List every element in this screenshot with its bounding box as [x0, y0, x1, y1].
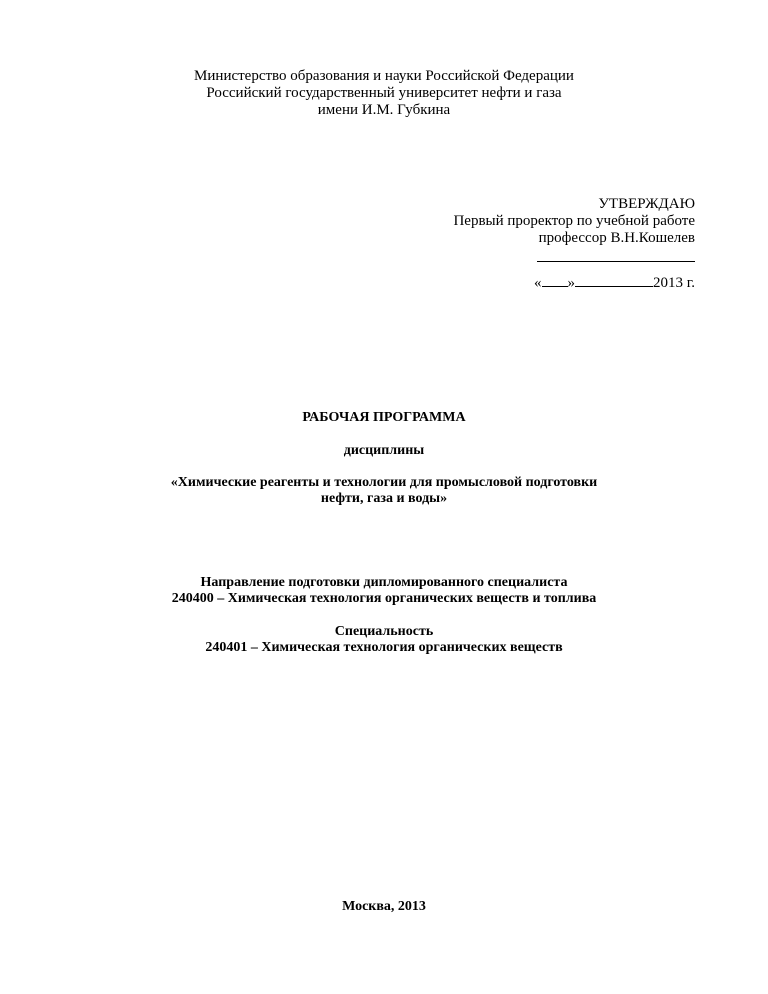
- footer-block: [0, 899, 768, 915]
- discipline-label: дисциплины: [343, 443, 425, 458]
- course-name-line-2: нефти, газа и воды»: [320, 491, 448, 506]
- document-title-block: [0, 410, 768, 426]
- quote-close: »: [567, 275, 576, 291]
- university-named-after: имени И.М. Губкина: [317, 102, 451, 118]
- month-blank: [575, 273, 653, 287]
- approval-year: 2013 г.: [653, 275, 695, 291]
- approver-position: Первый проректор по учебной работе: [453, 213, 695, 229]
- course-name-line-1: «Химические реагенты и технологии для промысловой подготовки: [170, 475, 598, 490]
- approval-block: [453, 196, 695, 292]
- signature-line: [537, 247, 695, 262]
- city-year: Москва, 2013: [342, 899, 426, 914]
- document-title: РАБОЧАЯ ПРОГРАММА: [302, 410, 466, 425]
- specialty-value: 240401 – Химическая технология органических веществ: [205, 640, 563, 655]
- day-blank: [542, 273, 568, 287]
- specialty-label: Специальность: [334, 624, 434, 639]
- specialty-block: [0, 624, 768, 656]
- ministry-name: Министерство образования и науки Российской Федерации: [194, 68, 574, 84]
- approver-name: профессор В.Н.Кошелев: [538, 230, 695, 246]
- approval-date: [453, 273, 695, 292]
- quote-open: «: [534, 275, 542, 291]
- signature-line-row: [453, 247, 695, 267]
- direction-value: 240400 – Химическая технология органических веществ и топлива: [171, 591, 597, 606]
- course-name-block: [0, 475, 768, 507]
- ministry-header: [0, 68, 768, 119]
- discipline-label-block: [0, 443, 768, 459]
- direction-label: Направление подготовки дипломированного специалиста: [200, 575, 568, 590]
- direction-block: [0, 575, 768, 607]
- university-name: Российский государственный университет нефти и газа: [206, 85, 562, 101]
- approval-title: УТВЕРЖДАЮ: [598, 196, 695, 212]
